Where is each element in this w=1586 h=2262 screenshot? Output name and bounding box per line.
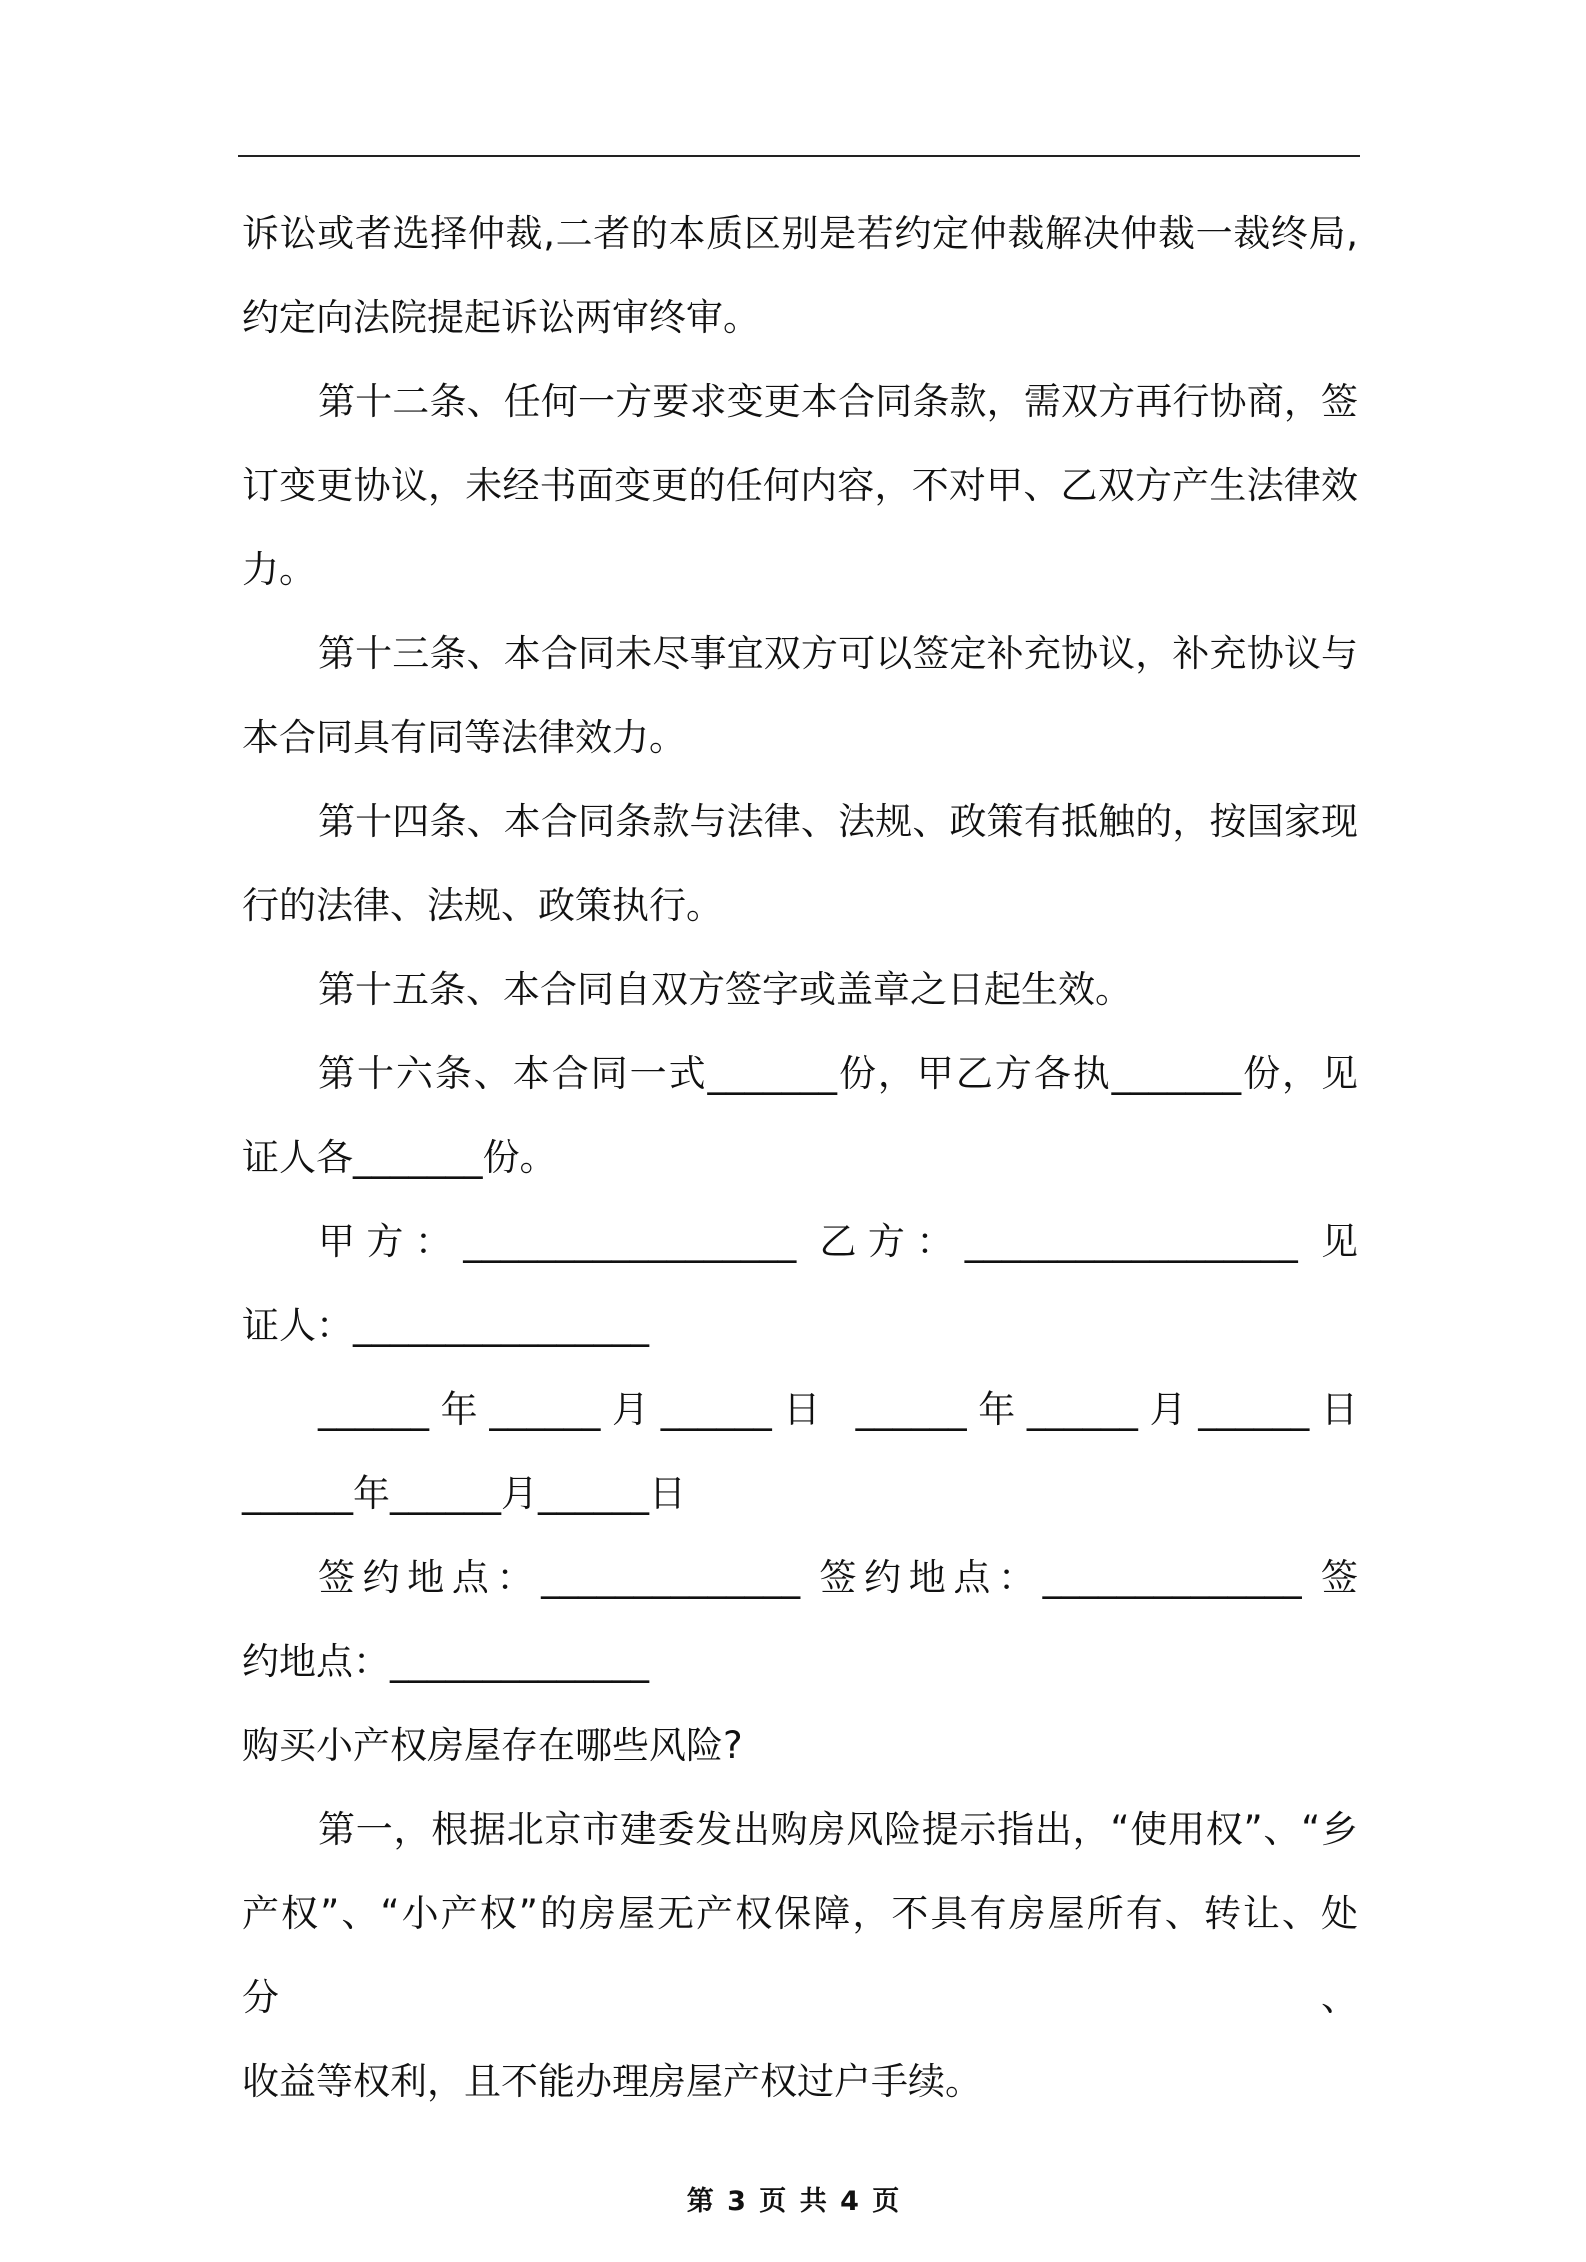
text-line: 本合同具有同等法律效力。 (242, 716, 686, 759)
text-line: 行的法律、法规、政策执行。 (242, 884, 723, 927)
paragraph (242, 1704, 1358, 1788)
text-line: 第十五条、本合同自双方签字或盖章之日起生效。 (318, 968, 1132, 1011)
text-line: 第十四条、本合同条款与法律、法规、政策有抵触的，按国家现 (318, 800, 1358, 843)
text-line: ______年______月______日 (242, 1472, 686, 1515)
text-line: 力。 (242, 548, 316, 591)
text-line: 签约地点：______________ 签约地点：______________ 签 (318, 1556, 1358, 1599)
text-line: 产权”、“小产权”的房屋无产权保障，不具有房屋所有、转让、处分、 (242, 1892, 1358, 2019)
paragraph (242, 360, 1358, 612)
text-line: 第十三条、本合同未尽事宜双方可以签定补充协议，补充协议与 (318, 632, 1358, 675)
text-line: 第一，根据北京市建委发出购房风险提示指出，“使用权”、“乡 (318, 1808, 1358, 1851)
text-line: 约地点：______________ (242, 1640, 649, 1683)
paragraph (242, 1368, 1358, 1536)
text-line: 约定向法院提起诉讼两审终审。 (242, 296, 760, 339)
text-line: 订变更协议，未经书面变更的任何内容，不对甲、乙双方产生法律效 (242, 464, 1358, 507)
paragraph (242, 612, 1358, 780)
text-line: 诉讼或者选择仲裁,二者的本质区别是若约定仲裁解决仲裁一裁终局, (242, 212, 1358, 255)
text-line: 证人：________________ (242, 1304, 649, 1347)
paragraph (242, 1200, 1358, 1368)
document-body (242, 0, 1358, 2124)
text-line: 甲方：__________________ 乙方：__________________ 见 (318, 1220, 1358, 1263)
page-number: 第 3 页 共 4 页 (686, 2186, 900, 2217)
text-line: 证人各_______份。 (242, 1136, 557, 1179)
paragraph (242, 1788, 1358, 2124)
paragraph (242, 1536, 1358, 1704)
text-line: 购买小产权房屋存在哪些风险? (242, 1724, 743, 1767)
text-line: 第十六条、本合同一式_______份，甲乙方各执_______份，见 (318, 1052, 1358, 1095)
paragraph (242, 192, 1358, 360)
paragraph (242, 1032, 1358, 1200)
text-line: 第十二条、任何一方要求变更本合同条款，需双方再行协商，签 (318, 380, 1358, 423)
paragraph (242, 948, 1358, 1032)
text-line: 收益等权利，且不能办理房屋产权过户手续。 (242, 2060, 982, 2103)
text-line: ______年______月______日 ______年______月______日 (318, 1388, 1358, 1431)
paragraph (242, 780, 1358, 948)
